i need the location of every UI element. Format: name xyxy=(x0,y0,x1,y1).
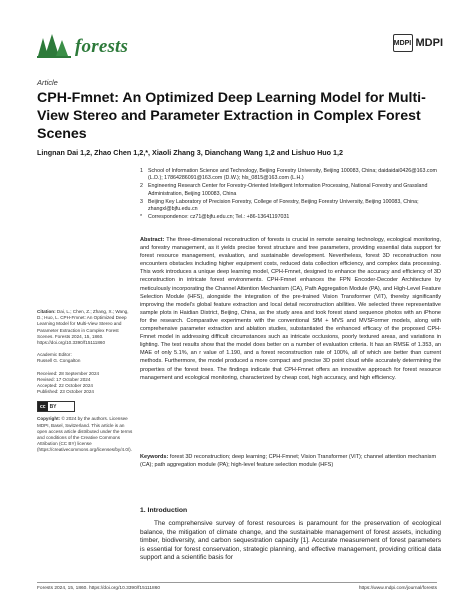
section-heading: 1. Introduction xyxy=(140,507,188,514)
citation-block xyxy=(37,309,135,346)
article-sidebar xyxy=(37,309,135,460)
affiliation-number: * xyxy=(140,214,143,221)
cc-by-license-icon[interactable] xyxy=(37,401,75,412)
affiliation-item xyxy=(140,168,440,182)
trees-logo-icon xyxy=(37,34,71,60)
keywords-label: Keywords: xyxy=(140,454,169,460)
publisher-name: MDPI xyxy=(415,37,443,49)
affiliation-number: 2 xyxy=(140,183,143,190)
affiliation-number: 1 xyxy=(140,168,143,174)
received-date: Received: 28 September 2024 xyxy=(37,370,100,376)
footer-citation[interactable]: Forests 2024, 15, 1860. https://doi.org/10.3390/f15111860 xyxy=(37,586,161,591)
citation-label: Citation: xyxy=(37,309,56,314)
editor-name: Russell G. Congalton xyxy=(37,358,81,364)
affiliation-text: Engineering Research Center for Forestry-Oriented Intelligent Information Processing, National Forestry and Grassland Administration, Beijing 100083, China xyxy=(148,183,428,197)
copyright-label: Copyright: xyxy=(37,416,61,422)
author-list: Lingnan Dai 1,2, Zhao Chen 1,2,*, Xiaoli Zhang 3, Dianchang Wang 1,2 and Lishuo Huo 1,2 xyxy=(37,148,344,157)
affiliation-item xyxy=(140,183,440,197)
abstract-text: The three-dimensional reconstruction of forests is crucial in remote sensing technology, ecological monitoring, and forestry management, as it yields precise forest structure and tree parameters, providing essential data support for forest resource management, evaluation, and sustainable development. Nevertheless, forest 3D reconstruction now encounters obstacles including higher equipment costs, reduced data collection efficiency, and complex data processing. This work introduces a unique deep learning model, CPH-Fmnet, designed to enhance the accuracy and efficiency of 3D reconstruction in intricate forest environments. CPH-Fmnet enhances the FPN Encoder-Decoder Architecture by meticulously incorporating the Channel Attention Mechanism (CA), Path Aggregation Module (PA), and High-Level Feature Selection Module (HFS), alongside the integration of the pre-trained Vision Transformer (ViT), thereby significantly improving the model's global feature extraction and local detail reconstruction abilities. We selected three representative sample plots in Haidian District, Beijing, China, as the study area and took forest stand sequence photos with an iPhone for the research. Comparative experiments with the conventional SfM + MVS and MVSFormer models, along with comprehensive parameter extraction and ablation studies, substantiated the enhanced efficacy of the proposed CPH-Fmnet model in addressing difficult circumstances such as intricate occlusions, poorly textured areas, and variations in lighting. The test results show that the model does better on a number of evaluation criteria. It has an RMSE of 1.353, an MAE of only 5.1%, an r value of 1.190, and a forest reconstruction rate of 100%, all of which are better than current methods. Furthermore, the model produced a more compact and precise 3D point cloud while accurately determining the properties of the forest trees. The findings indicate that CPH-Fmnet offers an innovative approach for forest resource management and ecological monitoring, characterized by cheap cost, high accuracy, and high efficiency. xyxy=(140,237,441,381)
accepted-date: Accepted: 22 October 2024 xyxy=(37,383,93,389)
revised-date: Revised: 17 October 2024 xyxy=(37,376,91,382)
dates-block xyxy=(37,371,135,396)
affiliation-item xyxy=(140,199,440,213)
journal-header xyxy=(37,34,443,70)
citation-text[interactable]: Dai, L.; Chen, Z.; Zhang, X.; Wang, D.; Huo, L. CPH-Fmnet: An Optimized Deep Learning Model for Multi-View Stereo and Parameter Extraction in Complex Forest Scenes. Forests 2024, 15, 1860. https://doi.org/10.3390/f15111860 xyxy=(37,309,129,346)
journal-logo[interactable] xyxy=(37,34,128,60)
intro-paragraph: The comprehensive survey of forest resources is paramount for the preservation of ecological balance, the mitigation of climate change, and the sustainable management of forest assets, including timber, biodiversity, and carbon sequestration capacity [1]. Accurate measurement of forest parameters is essential for forest conservation, strategic planning, and effective management, providing critical data support and a scientific basis for xyxy=(140,520,441,562)
affiliation-text: Beijing Key Laboratory of Precision Forestry, College of Forestry, Beijing Forestry University, Beijing 100083, China; zhangxl@bjfu.edu.cn xyxy=(148,198,419,213)
keywords xyxy=(140,453,441,469)
cc-label: cc xyxy=(40,403,46,410)
correspondence xyxy=(140,214,440,221)
keywords-text: forest 3D reconstruction; deep learning; CPH-Fmnet; Vision Transformer (ViT); channel attention mechanism (CA); path aggregation module (PA); high-level feature selection module (HFS) xyxy=(140,454,437,469)
affiliation-number: 3 xyxy=(140,198,143,205)
editor-block xyxy=(37,352,135,364)
affiliation-text: School of Information Science and Technology, Beijing Forestry University, Beijing 100083, China; daidaidai0426@163.com (L.D.); 17864286091@163.com (D.W.); hls_0815@163.com (L.H.) xyxy=(148,168,437,182)
by-label: BY xyxy=(49,403,57,410)
copyright-block xyxy=(37,416,135,453)
footer-journal-url[interactable]: https://www.mdpi.com/journal/forests xyxy=(358,586,437,591)
paper-title: CPH-Fmnet: An Optimized Deep Learning Model for Multi-View Stereo and Parameter Extraction in Complex Forest Scenes xyxy=(37,90,426,142)
published-date: Published: 23 October 2024 xyxy=(37,389,94,395)
abstract-label: Abstract: xyxy=(140,237,165,243)
article-type: Article xyxy=(37,78,58,87)
copyright-text: © 2024 by the authors. Licensee MDPI, Basel, Switzerland. This article is an open access article distributed under the terms and conditions of the Creative Commons Attribution (CC BY) license (https://creativecommons.org/licenses/by/4.0/). xyxy=(37,416,133,453)
editor-label: Academic Editor: xyxy=(37,352,72,358)
publisher-logo[interactable] xyxy=(393,34,444,52)
page-footer xyxy=(37,586,437,591)
correspondence-text: Correspondence: cz71@bjfu.edu.cn; Tel.: +86-13641197031 xyxy=(148,214,290,221)
mdpi-badge-icon: MDPI xyxy=(393,34,413,52)
footer-divider xyxy=(37,582,437,583)
journal-name: forests xyxy=(75,36,129,57)
affiliations xyxy=(140,168,440,222)
abstract xyxy=(140,236,441,382)
